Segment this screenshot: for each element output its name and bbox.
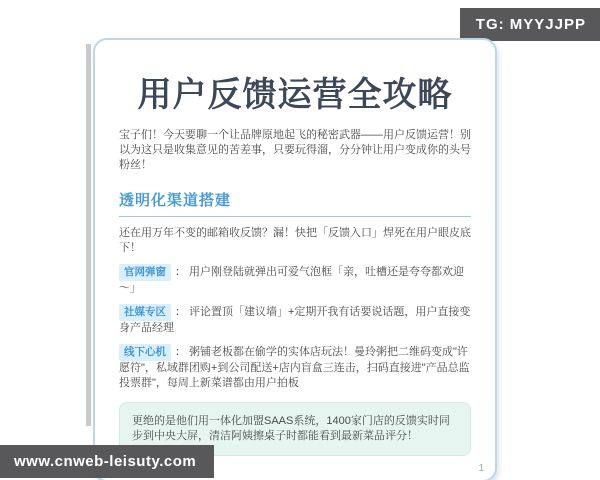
feature-text: 用户刚登陆就弹出可爱气泡框「亲，吐槽还是夸夸都欢迎～」: [119, 266, 464, 295]
feature-text: 粥铺老板都在偷学的实体店玩法！曼玲粥把二维码变成"许愿符"，私域群团购+到公司配送+店内盲盒三连击，扫码直接进"产品总监投票群"，每周上新菜谱都由用户拍板: [119, 346, 470, 390]
section-lead-paragraph: 还在用万年不变的邮箱收反馈？漏！快把「反馈入口」焊死在用户眼皮底下！: [119, 227, 471, 255]
feature-item-social-media: [119, 304, 471, 336]
card-left-shadow: [86, 44, 91, 426]
feature-separator: ：: [175, 306, 186, 319]
telegram-watermark-badge: TG: MYYJJPP: [460, 8, 600, 41]
feature-label-badge: 官网弹窗: [119, 264, 171, 281]
page-number: 1: [478, 463, 484, 475]
website-watermark-badge: www.cnweb-leisuty.com: [0, 445, 214, 478]
feature-item-offline-trick: [119, 344, 471, 391]
feature-separator: ：: [175, 346, 186, 359]
feature-text: 评论置顶「建议墙」+定期开我有话要说话题，用户直接变身产品经理: [119, 306, 471, 335]
feature-label-badge: 线下心机: [119, 344, 171, 361]
section-heading: 透明化渠道搭建: [119, 189, 471, 217]
intro-paragraph: 宝子们！今天要聊一个让品牌原地起飞的秘密武器——用户反馈运营！别以为这只是收集意见的苦差事，只要玩得溜，分分钟让用户变成你的头号粉丝！: [119, 129, 471, 172]
article-title: 用户反馈运营全攻略: [137, 76, 453, 114]
feature-label-badge: 社媒专区: [119, 304, 171, 321]
highlight-callout-box: 更绝的是他们用一体化加盟SAAS系统，1400家门店的反馈实时同步到中央大屏，清洁阿姨擦桌子时都能看到最新菜品评分！: [119, 402, 471, 456]
feature-item-website-popup: [119, 264, 471, 296]
feature-separator: ：: [175, 266, 186, 279]
article-card: [93, 38, 497, 480]
